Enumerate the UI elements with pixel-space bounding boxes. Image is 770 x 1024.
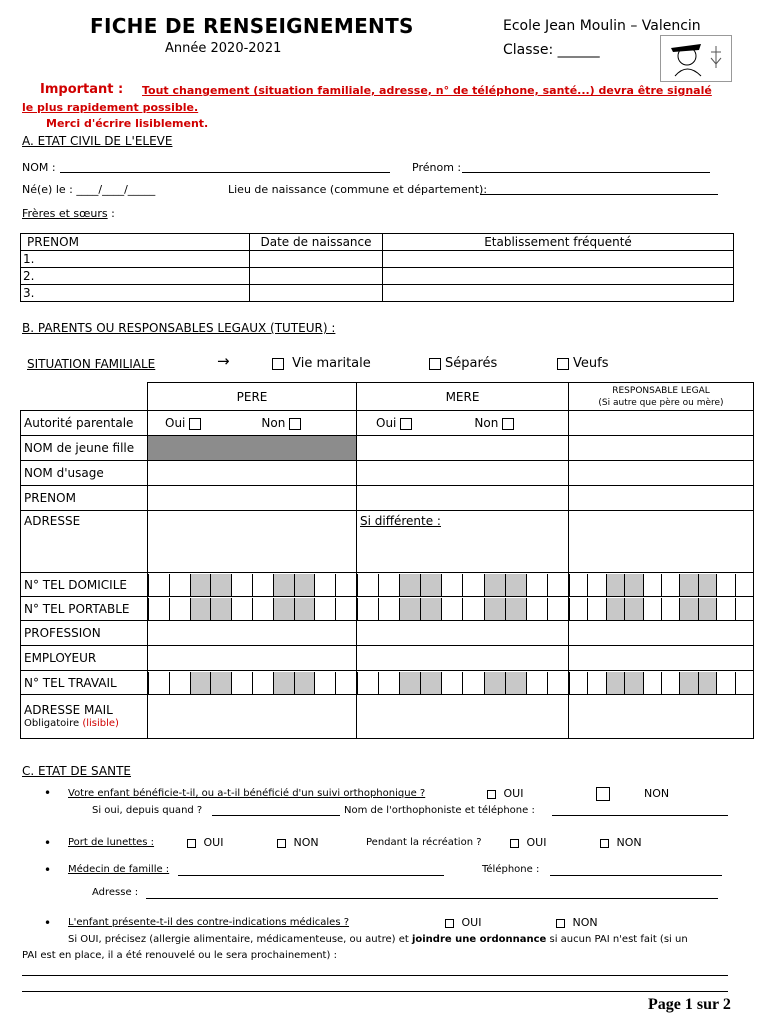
- opt-separes[interactable]: Séparés: [425, 356, 497, 371]
- depuis-field[interactable]: [212, 815, 340, 816]
- important-note: Merci d'écrire lisiblement.: [46, 117, 209, 130]
- depuis-label: Si oui, depuis quand ?: [92, 805, 203, 816]
- prenom-field[interactable]: [462, 172, 710, 173]
- orthophonie-non[interactable]: NON: [592, 787, 669, 801]
- opt-vie-maritale[interactable]: Vie maritale: [268, 356, 371, 371]
- col-prenom: PRENOM: [21, 234, 250, 251]
- table-row: 2.: [21, 268, 734, 285]
- col-mere: MERE: [357, 383, 569, 411]
- row-profession: PROFESSION: [21, 621, 148, 646]
- q-recreation: Pendant la récréation ?: [366, 837, 482, 848]
- important-text: Tout changement (situation familiale, adresse, n° de téléphone, santé...) devra être signalé: [142, 84, 712, 97]
- ci-pai: PAI est en place, il a été renouvelé ou le sera prochainement) :: [22, 950, 337, 961]
- row-employeur: EMPLOYEUR: [21, 646, 148, 671]
- q-medecin: Médecin de famille :: [68, 864, 170, 875]
- siblings-label: Frères et sœurs :: [22, 207, 115, 220]
- col-date: Date de naissance: [250, 234, 383, 251]
- orthophoniste-label: Nom de l'orthophoniste et téléphone :: [344, 805, 535, 816]
- table-row: 1.: [21, 251, 734, 268]
- nom-label: NOM :: [22, 161, 56, 174]
- row-mail: ADRESSE MAIL Obligatoire (lisible): [21, 695, 148, 739]
- col-responsable: RESPONSABLE LEGAL (Si autre que père ou mère): [569, 383, 754, 411]
- recreation-oui[interactable]: OUI: [506, 836, 546, 849]
- row-adresse: ADRESSE: [21, 511, 148, 573]
- situation-label: SITUATION FAMILIALE: [27, 357, 156, 371]
- adresse-field[interactable]: [146, 898, 718, 899]
- section-b-heading: B. PARENTS OU RESPONSABLES LEGAUX (TUTEUR) :: [22, 321, 336, 335]
- school-year: Année 2020-2021: [165, 41, 282, 56]
- row-nom-jf: NOM de jeune fille: [21, 436, 148, 461]
- ci-details: Si OUI, précisez (allergie alimentaire, médicamenteuse, ou autre) et joindre une ordonnance si aucun PAI n'est fait (si un: [68, 934, 688, 945]
- row-tel-portable: N° TEL PORTABLE: [21, 597, 148, 621]
- mere-autorite[interactable]: Oui Non: [357, 411, 569, 436]
- ci-line-1[interactable]: [22, 975, 728, 976]
- telephone-label: Téléphone :: [482, 864, 540, 875]
- section-c-heading: C. ETAT DE SANTE: [22, 764, 131, 778]
- parents-table: [20, 382, 754, 739]
- row-prenom: PRENOM: [21, 486, 148, 511]
- table-row: 3.: [21, 285, 734, 302]
- school-name: Ecole Jean Moulin – Valencin: [503, 18, 701, 34]
- nom-field[interactable]: [60, 172, 390, 173]
- row-autorite: Autorité parentale: [21, 411, 148, 436]
- row-tel-travail: N° TEL TRAVAIL: [21, 671, 148, 695]
- section-a-heading: A. ETAT CIVIL DE L'ELEVE: [22, 134, 173, 148]
- birthdate-field[interactable]: Né(e) le : ____/____/_____: [22, 183, 156, 196]
- page-title: FICHE DE RENSEIGNEMENTS: [90, 14, 414, 38]
- class-field[interactable]: Classe: ______: [503, 42, 600, 58]
- telephone-field[interactable]: [550, 875, 722, 876]
- medecin-field[interactable]: [178, 875, 444, 876]
- birthplace-label: Lieu de naissance (commune et département):: [228, 183, 488, 196]
- prenom-label: Prénom :: [412, 161, 462, 174]
- orthophonie-oui[interactable]: OUI: [483, 787, 523, 800]
- col-pere: PERE: [148, 383, 357, 411]
- q-lunettes: Port de lunettes :: [68, 837, 155, 848]
- siblings-table: [20, 233, 734, 302]
- arrow-icon: →: [217, 352, 230, 370]
- ci-oui[interactable]: OUI: [441, 916, 481, 929]
- mere-adresse[interactable]: Si différente :: [357, 511, 569, 573]
- page-number: Page 1 sur 2: [648, 996, 731, 1013]
- adresse-label: Adresse :: [92, 887, 139, 898]
- important-text-2: le plus rapidement possible.: [22, 101, 199, 114]
- school-logo: [660, 35, 732, 82]
- recreation-non[interactable]: NON: [596, 836, 642, 849]
- row-nom-usage: NOM d'usage: [21, 461, 148, 486]
- birthplace-field[interactable]: [480, 194, 718, 195]
- ci-non[interactable]: NON: [552, 916, 598, 929]
- q-contre-indications: L'enfant présente-t-il des contre-indications médicales ?: [68, 917, 350, 928]
- pere-autorite[interactable]: Oui Non: [148, 411, 357, 436]
- orthophoniste-field[interactable]: [552, 815, 728, 816]
- lunettes-non[interactable]: NON: [273, 836, 319, 849]
- lunettes-oui[interactable]: OUI: [183, 836, 223, 849]
- col-etablissement: Etablissement fréquenté: [383, 234, 734, 251]
- ci-line-2[interactable]: [22, 991, 728, 992]
- important-label: Important :: [40, 82, 124, 97]
- row-tel-domicile: N° TEL DOMICILE: [21, 573, 148, 597]
- opt-veufs[interactable]: Veufs: [553, 356, 608, 371]
- q-orthophonie: Votre enfant bénéficie-t-il, ou a-t-il bénéficié d'un suivi orthophonique ?: [68, 788, 426, 799]
